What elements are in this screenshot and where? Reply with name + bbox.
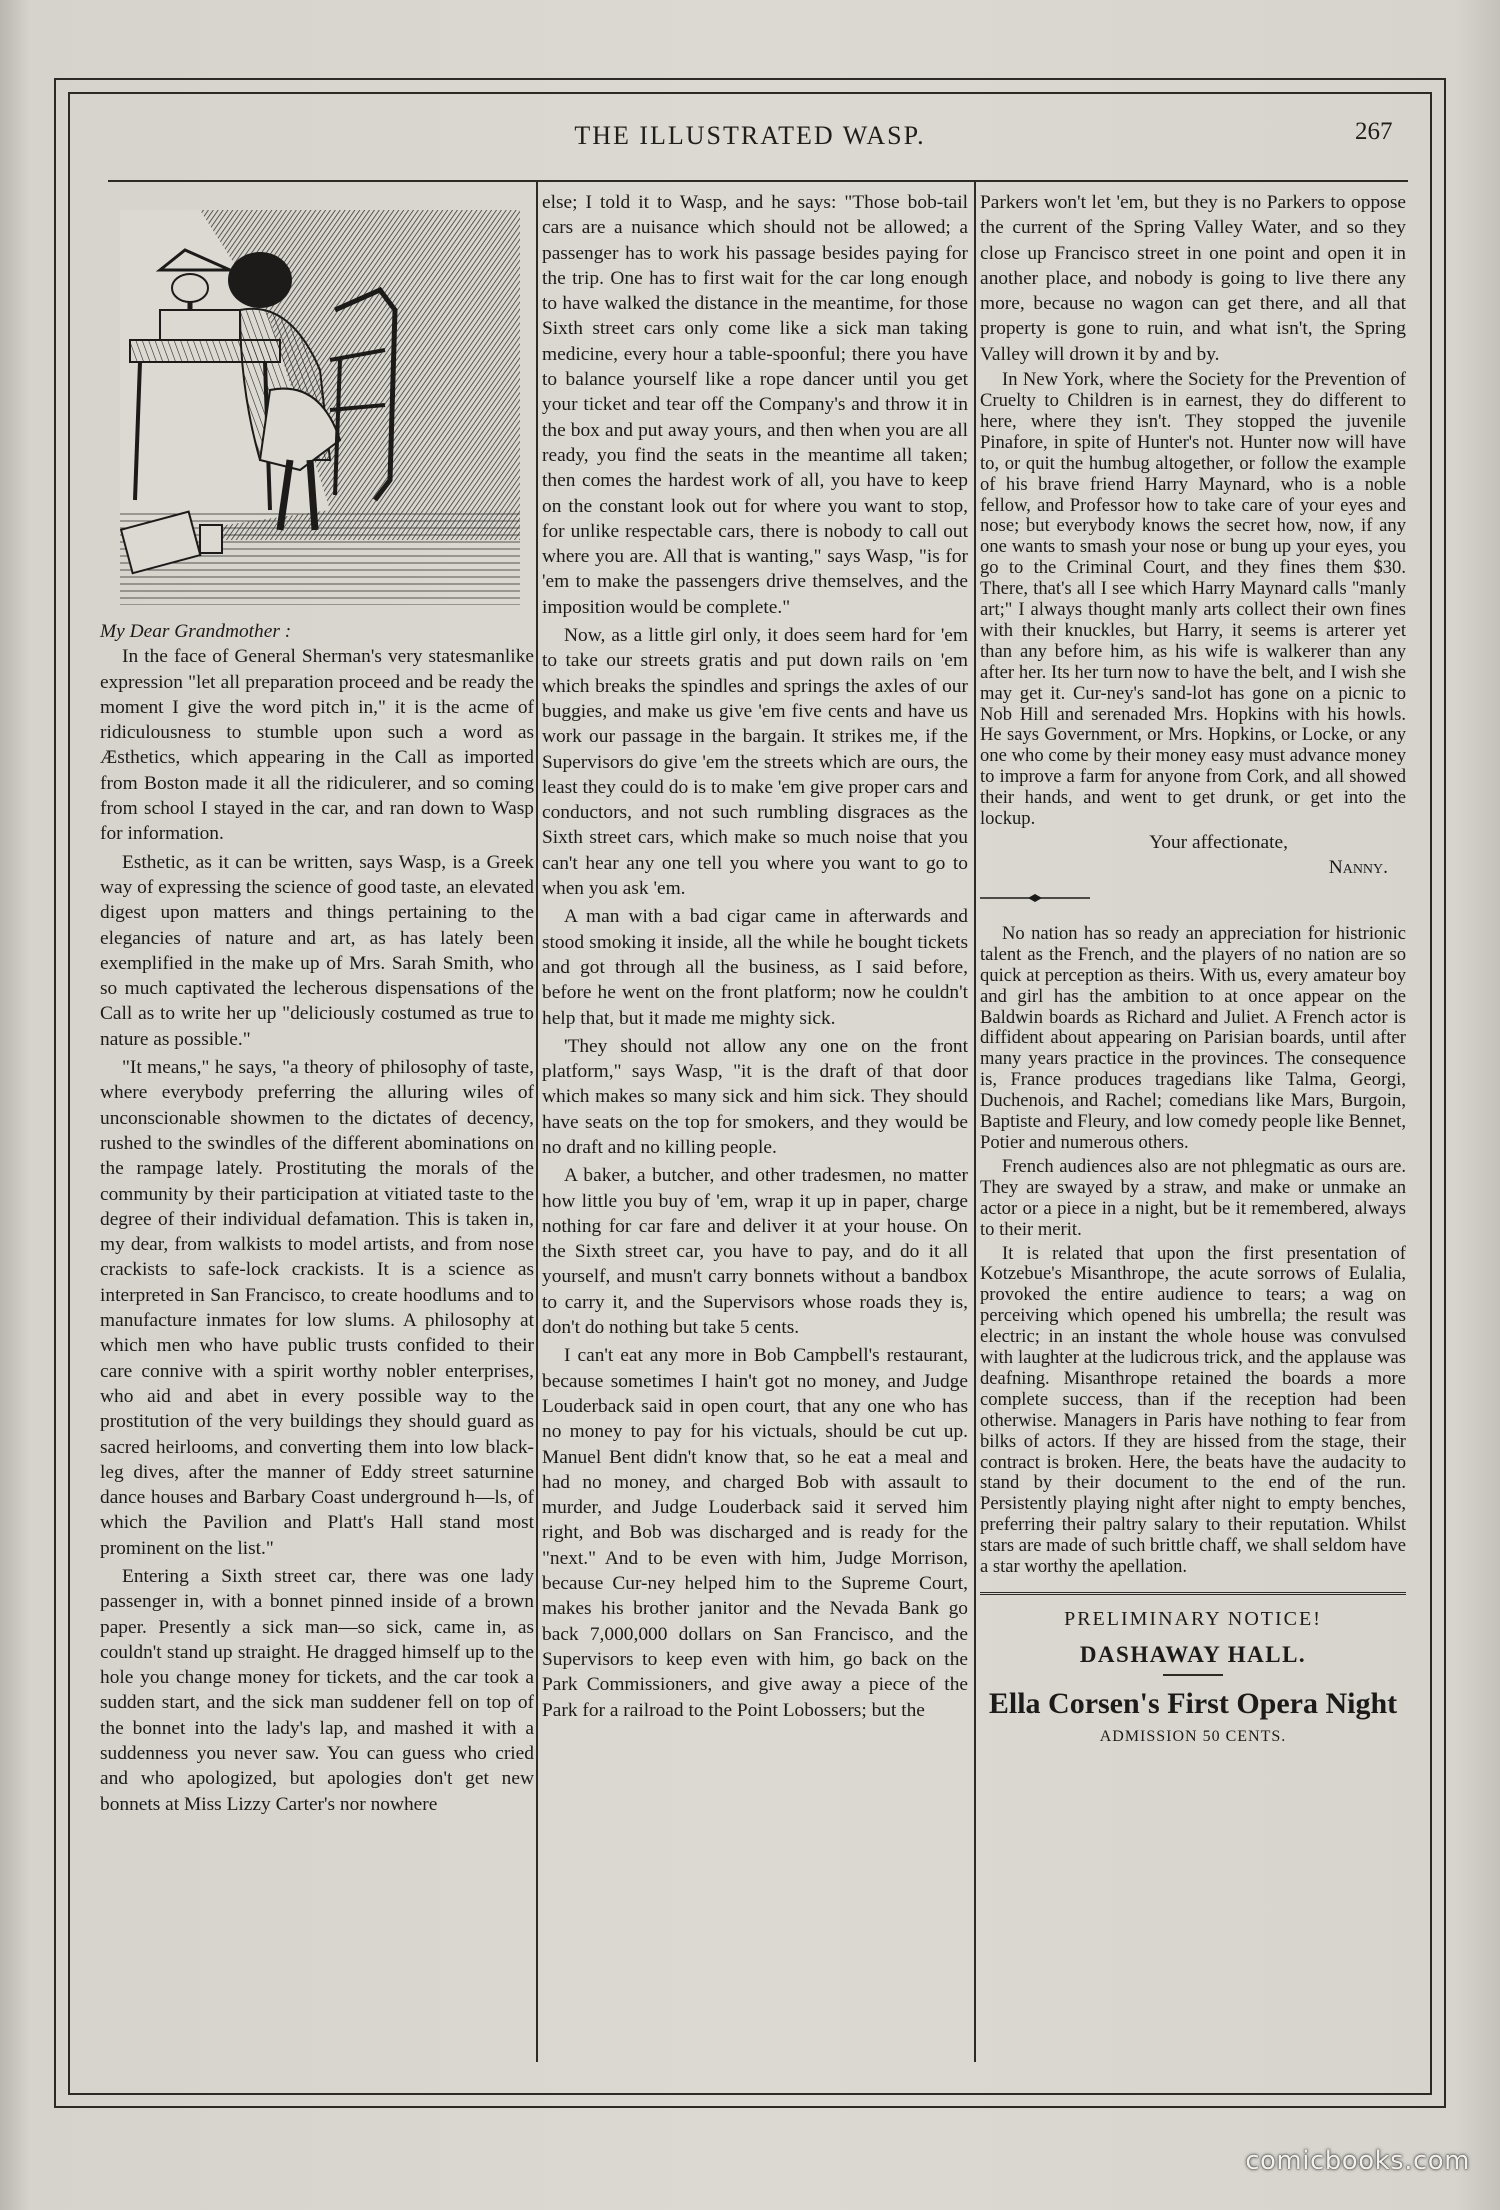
paragraph: Entering a Sixth street car, there was one lady passenger in, with a bonnet pinned inside of a brown paper. Presently a sick man—so sick, came in, as couldn't stand up straight. He dragged himself up to the hole you change money for tickets, and the car took a sudden start, and the sick man suddener fell on top of the bonnet into the lady's lap, and mashed it with a suddenness you never saw. You can guess who cried and who apologized, but apologies don't get new bonnets at Miss Lizzy Carter's nor nowhere <box>100 1565 534 1815</box>
signature: Nanny. <box>1328 857 1388 879</box>
column-1 <box>100 190 534 1817</box>
column-2 <box>542 190 968 1723</box>
paragraph: else; I told it to Wasp, and he says: "Those bob-tail cars are a nuisance which should not be allowed; a passenger has to work his passage besides paying for the trip. One has to first wait for the car long enough to have walked the distance in the meantime, for those Sixth street cars only come like a sick man taking medicine, every hour a table-spoonful; there you have to balance yourself like a rope dancer until you get your ticket and tear off the Company's and throw it in the box and put away yours, and then when you are all ready, you find the seats in the meantime all taken; then comes the hardest work of all, you have to keep on the constant look out for where you want to stop, for unlike respectable cars, there is nobody to call out where you are. All that is wanting," says Wasp, "is for 'em to make the passengers drive themselves, and the imposition would be complete." <box>542 192 968 618</box>
column-rule-1 <box>536 182 538 2062</box>
salutation: My Dear Grandmother : <box>100 621 292 642</box>
column-rule-2 <box>974 182 976 2062</box>
header-rule <box>108 180 1408 182</box>
notice-venue: DASHAWAY HALL. <box>1079 1642 1307 1668</box>
paragraph: "It means," he says, "a theory of philosophy of taste, where everybody preferring the alluring wiles of unconscionable showmen to the dictates of decency, rushed to the swindles of the different abominations on the rampage lately. Prostituting the morals of the community by their participation at vitiated taste to the degree of their individual defamation. This is taken in, my dear, from walkists to model artists, and from nose crackists to safe-lock crackists. It is a science as interpreted in San Francisco, to create hoodlums and to manufacture inmates for low slums. A philosophy at which men who have public trusts confided to their care connive with a spirit worthy nobler enterprises, who aid and abet in every possible way to the prostitution of the very buildings they should guard as sacred heirlooms, and converting them into low black-leg dives, after the manner of Eddy street saturnine dance houses and Barbary Coast underground h—ls, of which the Pavilion and Platt's Hall stand most prominent on the list." <box>100 1057 534 1559</box>
notice-heading: PRELIMINARY NOTICE! <box>1064 1608 1322 1630</box>
paragraph: French audiences also are not phlegmatic as ours are. They are swayed by a straw, and make or unmake an actor or a piece in a night, but be it remembered, always to their merit. <box>980 1155 1406 1240</box>
paragraph: No nation has so ready an appreciation for histrionic talent as the French, and the players of no nation are so quick at perception as theirs. With us, every amateur boy and girl has the ambition to at once appear on the Baldwin boards as Richard and Juliet. A French actor is diffident about appearing on Parisian boards, until after many years practice in the provinces. The consequence is, France produces tragedians like Talma, Georgi, Duchenois, and Rachel; comedians like Mars, Burgoin, Baptiste and Fleury, and low comedy people like Bennet, Potier and numerous others. <box>980 922 1406 1153</box>
signoff: Your affectionate, <box>1149 832 1288 854</box>
notice-event: Ella Corsen's First Opera Night <box>988 1686 1398 1720</box>
paragraph: 'They should not allow any one on the front platform," says Wasp, "it is the draft of that door which makes so many sick and him sick. They should have seats on the top for smokers, and they would be no draft and no killing people. <box>542 1035 968 1158</box>
paragraph: In the face of General Sherman's very statesmanlike expression "let all preparation proceed and be ready the moment I give the word pitch in," it is the acme of ridiculousness to stumble upon such a word as Æsthetics, which appearing in the Call as imported from Boston made it all the ridiculerer, and so coming from school I stayed in the car, and ran down to Wasp for information. <box>100 646 534 845</box>
notice-rule <box>980 1592 1406 1595</box>
notice-short-rule <box>1163 1674 1223 1676</box>
paragraph: A man with a bad cigar came in afterwards and stood smoking it inside, all the while he bought tickets and got through all the business, as I said before, before he went on the front platform; now he couldn't help that, but it made me mighty sick. <box>542 906 968 1029</box>
masthead-title: THE ILLUSTRATED WASP. <box>574 121 926 150</box>
column-3 <box>980 190 1406 1749</box>
paragraph: Now, as a little girl only, it does seem hard for 'em to take our streets gratis and put down rails on 'em which breaks the spindles and springs the axles of our buggies, and make us give 'em five cents and have us work our passage in the bargain. It strikes me, if the Supervisors do give 'em the streets which are ours, the least they could do is to make 'em give proper cars and conductors, and not such rumbling disgraces as the Sixth street cars, which make so much noise that you can't hear any one tell you where you want to go to when you ask 'em. <box>542 625 968 900</box>
paragraph: Parkers won't let 'em, but they is no Parkers to oppose the current of the Spring Valley Water, and so they close up Francisco street in one point and open it in another place, and nobody is going to live there any more, because no wagon can get there, and all that property is gone to ruin, and what isn't, the Spring Valley will drown it by and by. <box>980 192 1406 365</box>
ornament-divider <box>980 893 1090 903</box>
notice-admission: ADMISSION 50 CENTS. <box>1099 1727 1287 1745</box>
paragraph: In New York, where the Society for the Prevention of Cruelty to Children is in earnest, they do different to here, where they isn't. They stopped the juvenile Pinafore, in spite of Hunter's not. Hunter now will have to, or quit the humbug altogether, or follow the example of his brave friend Harry Maynard, who is a noble fellow, and Professor how to take care of your eyes and nose; but everybody knows the secret how, now, if any one wants to smash your nose or bung up your eyes, you go to the Criminal Court, and they fines them $30. There, that's all I see which Harry Maynard calls "manly art;" I always thought manly arts collect their own fines with their knuckles, but Harry, it seems is arterer yet than any before him, as his wife is walkerer than any after her. Its her turn now to have the belt, and I wish she may get it. Cur-ney's sand-lot has gone on a picnic to Nob Hill and serenaded Mrs. Hopkins with his howls. He says Government, or Mrs. Hopkins, or Locke, or any one who come by their money easy must advance money to improve a farm for anyone from Cork, and all showed their hands, and went to get drunk, or get into the lockup. <box>980 369 1406 830</box>
paragraph: A baker, a butcher, and other tradesmen, no matter how little you buy of 'em, wrap it up in paper, charge nothing for car fare and deliver it at your house. On the Sixth street car, you have to pay, and do it all yourself, and musn't carry bonnets without a bandbox to carry it, and the Supervisors whose roads they is, don't do nothing but take 5 cents. <box>542 1165 968 1339</box>
paragraph: It is related that upon the first presentation of Kotzebue's Misanthrope, the acute sorrows of Eulalia, provoked the entire audience to tears; a wag on perceiving which opened his umbrella; the result was electric; in an instant the whole house was convulsed with laughter at the ludicrous trick, and the applause was deafning. Misanthrope retained the boards a more complete success, than if the reception had been otherwise. Managers in Paris have nothing to fear from bilks of actors. If they are hissed from the stage, their contract is broken. Here, the beats have the audacity to stand by their document to the end of the run. Persistently playing night after night to empty benches, preferring their paltry salary to their reputation. Whilst stars are made of such brittle chaff, we shall seldom have a star worthy the apellation. <box>980 1242 1406 1578</box>
illustration-girl-reading <box>120 210 520 605</box>
page-number: 267 <box>1355 118 1393 145</box>
paragraph: Esthetic, as it can be written, says Wasp, is a Greek way of expressing the science of good taste, an elevated digest upon matters and things pertaining to the elegancies of nature and art, as has lately been exemplified in the make up of Mrs. Sarah Smith, who so much captivated the lecherous dispensations of the Call as to write her up "deliciously costumed as true to nature as possible." <box>100 851 534 1050</box>
watermark: comicbooks.com <box>1245 2146 1470 2176</box>
paragraph: I can't eat any more in Bob Campbell's restaurant, because sometimes I hain't got no money, and Judge Louderback said in open court, that any one who has no money to pay for his victuals, should be cut up. Manuel Bent didn't know that, so he eat a meal and had no money, and charged Bob with assault to murder, and Judge Louderback said it served him right, and Bob was discharged and is ready for the "next." And to be even with him, Judge Morrison, because Cur-ney helped him to the Supreme Court, makes his brother janitor and the Nevada Bank go back 7,000,000 dollars on San Francisco, and the Supervisors to keep even with him, go back on the Park Commissioners, and give away a piece of the Park for a railroad to the Point Lobossers; but the <box>542 1345 968 1721</box>
